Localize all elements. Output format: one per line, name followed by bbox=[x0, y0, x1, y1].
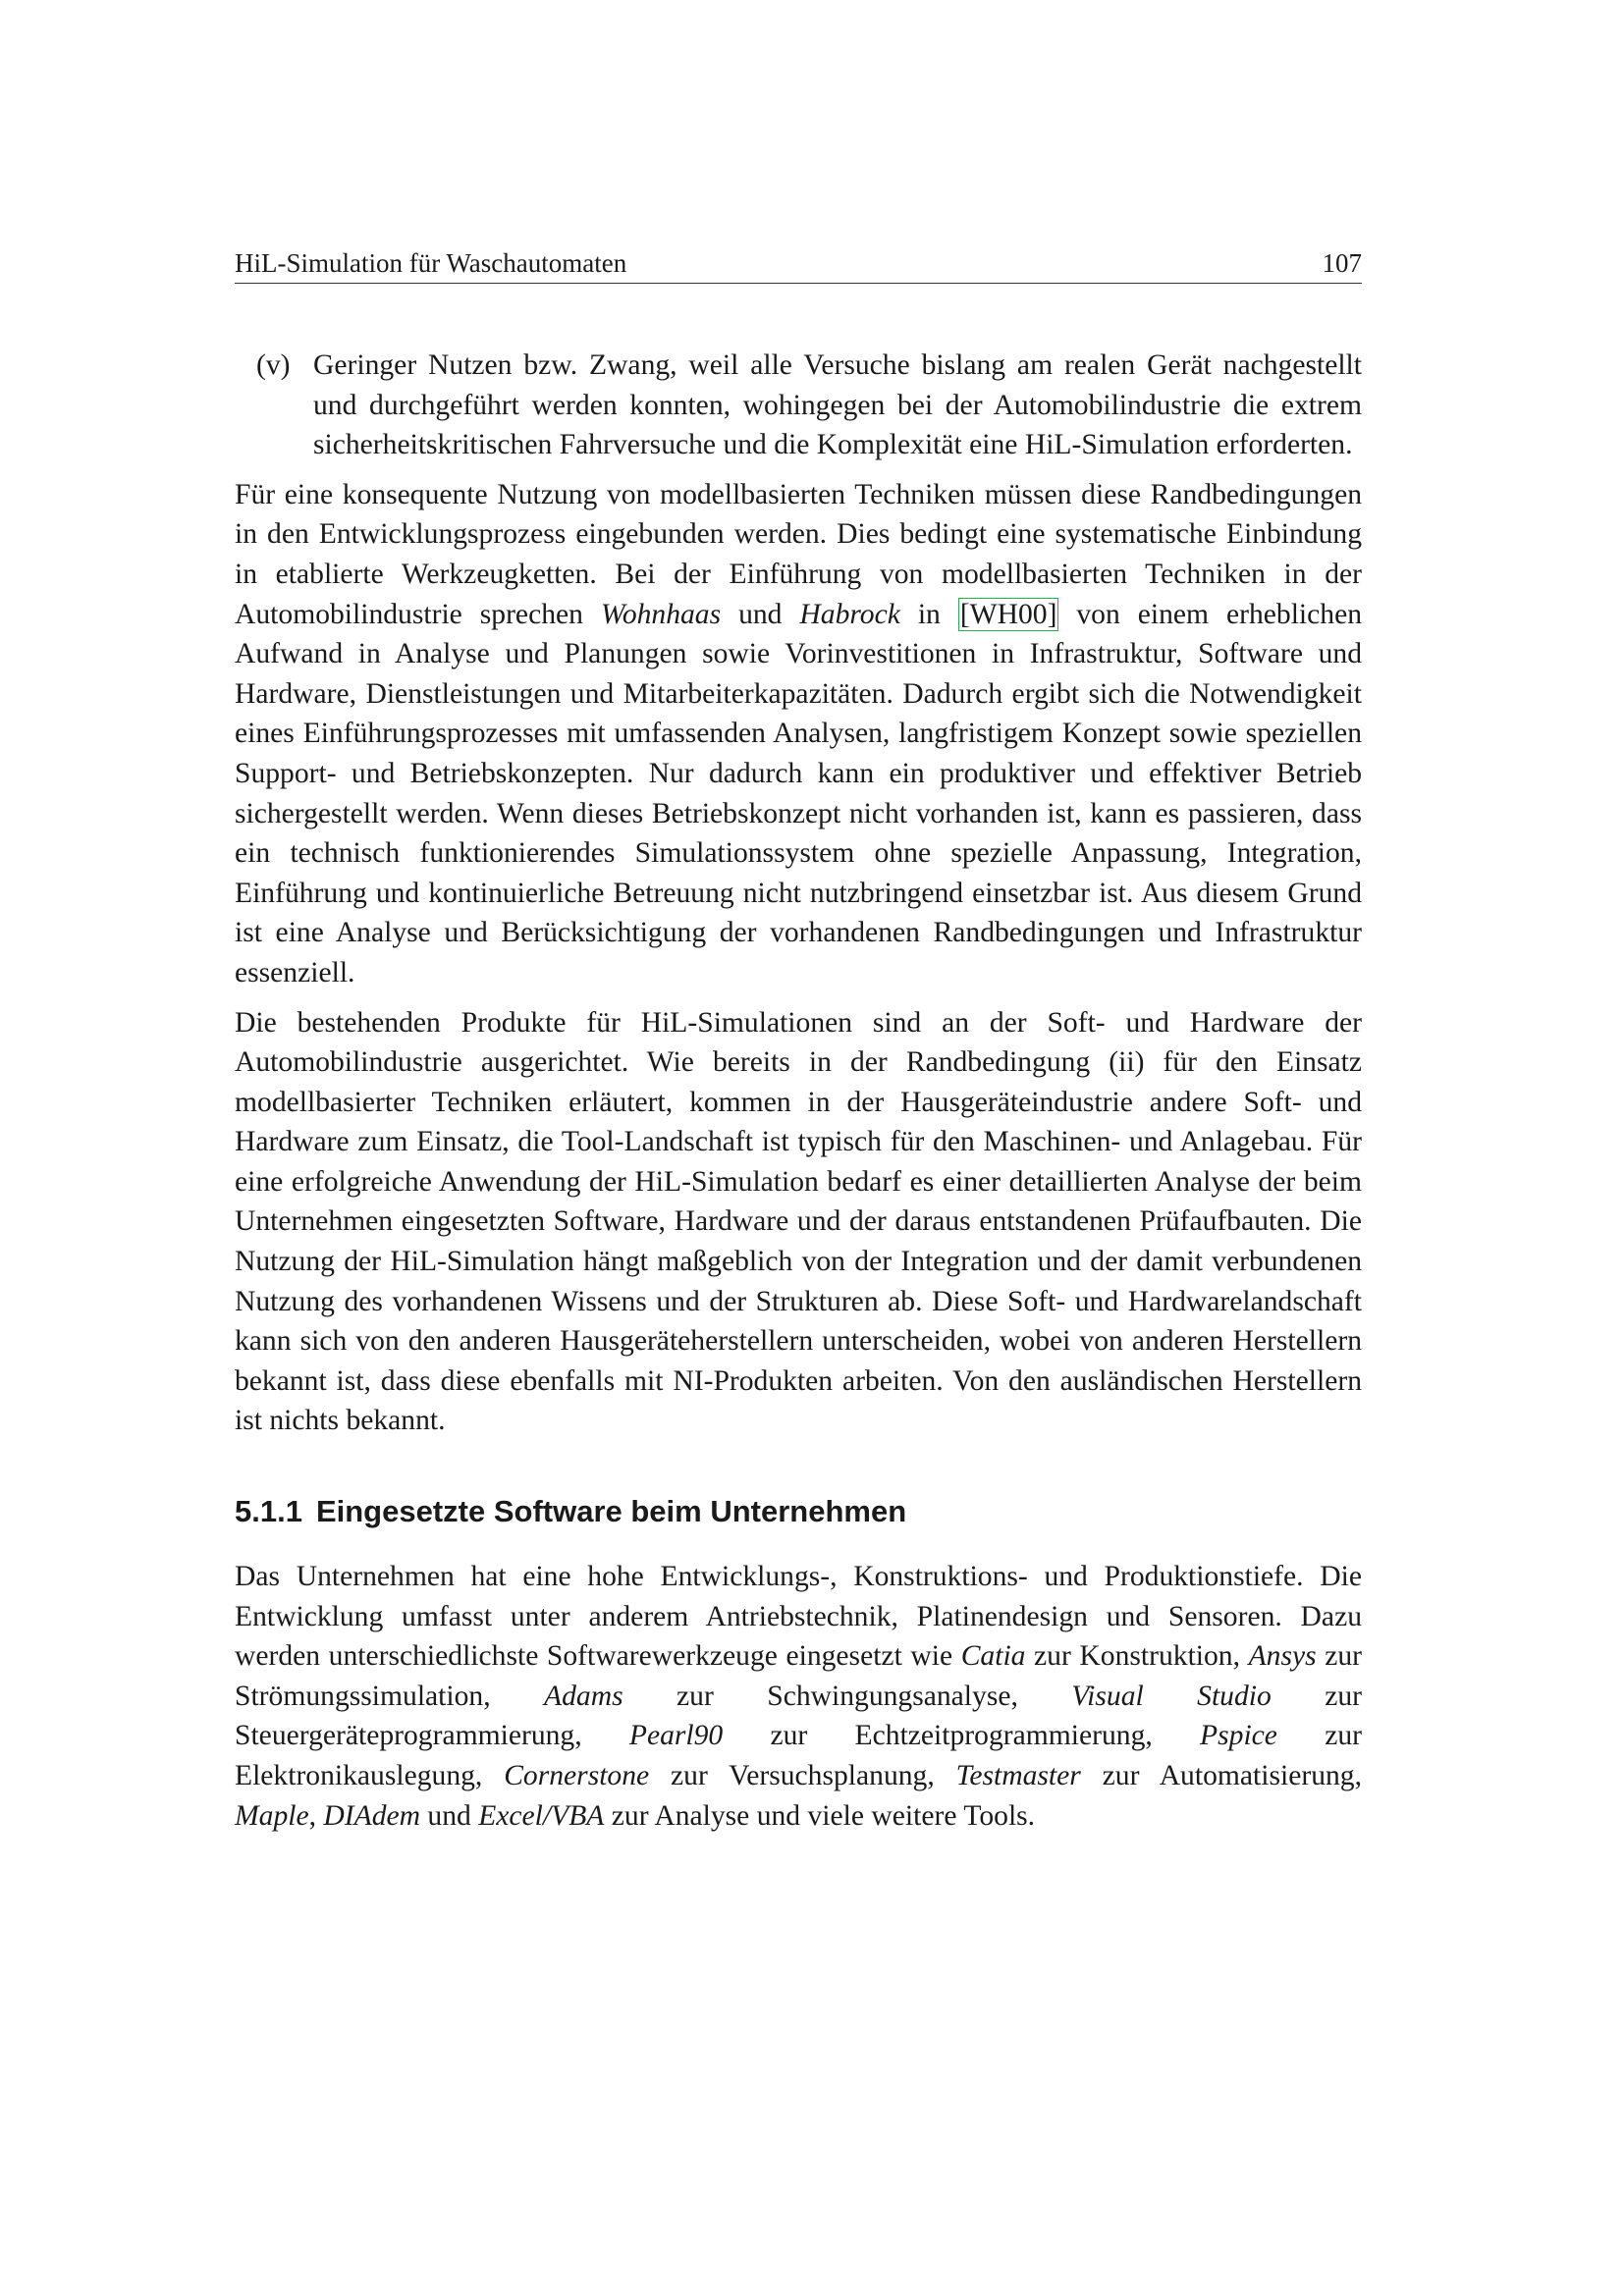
tool-use: zur Automatisierung, bbox=[1080, 1760, 1362, 1791]
tool-use: zur Echtzeitprogrammierung, bbox=[723, 1720, 1201, 1752]
tool-name: Maple bbox=[235, 1799, 309, 1832]
paragraph-3 bbox=[235, 1557, 1362, 1836]
tool-use: zur Konstruktion, bbox=[1025, 1640, 1249, 1673]
tool-name: Adams bbox=[544, 1680, 623, 1712]
citation-link[interactable]: [WH00] bbox=[959, 598, 1057, 630]
tool-name: Pearl90 bbox=[628, 1720, 724, 1752]
author-name: Habrock bbox=[799, 598, 900, 630]
author-name: Wohnhaas bbox=[600, 598, 722, 630]
tool-name: DIAdem bbox=[323, 1799, 421, 1832]
paragraph-3-text: zur Analyse und viele weitere Tools. bbox=[604, 1799, 1036, 1832]
section-heading bbox=[235, 1492, 1362, 1531]
body-text bbox=[235, 346, 1362, 1845]
list-item-text: Geringer Nutzen bzw. Zwang, weil alle Versuche bislang am realen Gerät nachgestellt und durchgeführt werden konnten, wohingegen bei der Automobilindustrie die extrem sicherheitskritischen Fahrversuche und die Komplexität eine HiL-Simulation erforderten. bbox=[313, 349, 1362, 461]
tool-use: zur Elektronikauslegung, bbox=[235, 1720, 1362, 1791]
paragraph-1-text: von einem erheblichen Aufwand in Analyse und Planungen sowie Vorinvestitionen in Infrastruktur, Software und Hardware, Dienstleistungen und Mitarbeiterkapazitäten. Dadurch ergibt sich die Notwendigkeit eines Einführungsprozesses mit umfassenden Analysen, langfristigem Konzept sowie speziellen Support- und Betriebskonzepten. Nur dadurch kann ein produktiver und effektiver Betrieb sichergestellt werden. Wenn dieses Betriebskonzept nicht vorhanden ist, kann es passieren, dass ein technisch funktionierendes Simulationssystem ohne spezielle Anpassung, Integration, Einführung und kontinuierliche Betreuung nicht nutzbringend einsetzbar ist. Aus diesem Grund ist eine Analyse und Berücksichtigung der vorhandenen Randbedingungen und Infrastruktur essenziell. bbox=[235, 598, 1363, 988]
page-number: 107 bbox=[1322, 248, 1362, 278]
tool-name: Ansys bbox=[1248, 1640, 1317, 1673]
document-page bbox=[235, 0, 1362, 2296]
tool-name: Testmaster bbox=[955, 1760, 1081, 1791]
section-title: Eingesetzte Software beim Unternehmen bbox=[315, 1494, 907, 1529]
paragraph-1 bbox=[235, 475, 1362, 993]
tool-use: zur Strömungssimulation, bbox=[235, 1640, 1363, 1712]
paragraph-3-text: Das Unternehmen hat eine hohe Entwicklungs-, Konstruktions- und Produktionstiefe. Die Entwicklung umfasst unter anderem Antriebstechnik, Platinendesign und Sensoren. Dazu werden unterschiedlichste Softwarewerkzeuge eingesetzt wie bbox=[235, 1561, 1362, 1673]
running-header-title: HiL-Simulation für Waschautomaten bbox=[235, 248, 627, 278]
tool-use: zur Steuergeräteprogrammierung, bbox=[235, 1680, 1363, 1752]
running-header bbox=[235, 247, 1362, 284]
preposition-text: in bbox=[899, 598, 958, 630]
tool-use: zur Versuchsplanung, bbox=[649, 1760, 956, 1791]
tool-name: Visual Studio bbox=[1071, 1680, 1272, 1712]
tool-name: Cornerstone bbox=[504, 1760, 650, 1791]
section-number: 5.1.1 bbox=[235, 1494, 302, 1529]
conjunction-text: und bbox=[721, 598, 800, 630]
separator-text: und bbox=[420, 1799, 479, 1832]
paragraph-1-text: Für eine konsequente Nutzung von modellbasierten Techniken müssen diese Randbedingungen in den Entwicklungsprozess eingebunden werden. Dies bedingt eine systematische Einbindung in etablierte Werkzeugketten. Bei der Einführung von modellbasierten Techniken in der Automobilindustrie sprechen bbox=[235, 478, 1362, 630]
separator-text: , bbox=[308, 1799, 324, 1832]
tool-name: Pspice bbox=[1200, 1720, 1277, 1752]
tool-use: zur Schwingungsanalyse, bbox=[623, 1680, 1072, 1712]
tool-name: Excel/VBA bbox=[478, 1799, 605, 1832]
list-item bbox=[235, 346, 1362, 465]
paragraph-2: Die bestehenden Produkte für HiL-Simulationen sind an der Soft- und Hardware der Automobilindustrie ausgerichtet. Wie bereits in der Randbedingung (ii) für den Einsatz modellbasierter Techniken erläutert, kommen in der Hausgeräteindustrie andere Soft- und Hardware zum Einsatz, die Tool-Landschaft ist typisch für den Maschinen- und Anlagebau. Für eine erfolgreiche Anwendung der HiL-Simulation bedarf es einer detaillierten Analyse der beim Unternehmen eingesetzten Software, Hardware und der daraus entstandenen Prüfaufbauten. Die Nutzung der HiL-Simulation hängt maßgeblich von der Integration und der damit verbundenen Nutzung des vorhandenen Wissens und der Strukturen ab. Diese Soft- und Hardwarelandschaft kann sich von den anderen Hausgeräteherstellern unterscheiden, wobei von anderen Herstellern bekannt ist, dass diese ebenfalls mit NI-Produkten arbeiten. Von den ausländischen Herstellern ist nichts bekannt. bbox=[235, 1006, 1362, 1437]
list-marker: (v) bbox=[256, 349, 291, 381]
tool-name: Catia bbox=[960, 1640, 1026, 1673]
